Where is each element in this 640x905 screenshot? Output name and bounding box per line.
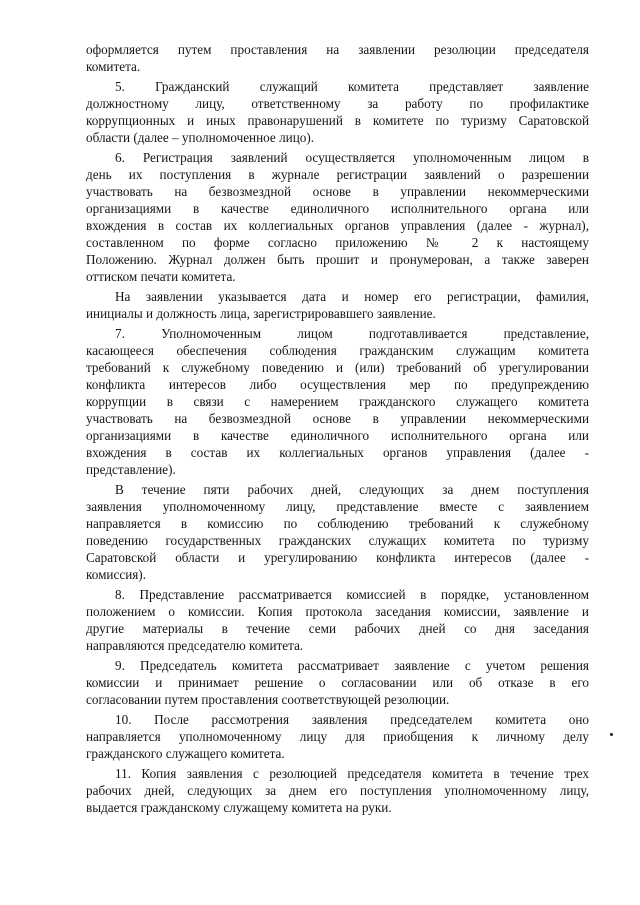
text-line: области (далее – уполномоченное лицо). — [86, 130, 315, 145]
text-line: оформляется путем проставления на заявлении резолюции председателя — [86, 42, 589, 57]
text-line: 6. Регистрация заявлений осуществляется уполномоченным лицом в — [115, 150, 589, 165]
text-line: коррупционных и иных правонарушений в комитете по туризму Саратовской — [86, 113, 589, 128]
scan-speck — [610, 733, 613, 736]
text-line: другие материалы в течение семи рабочих дней со дня заседания — [86, 621, 589, 636]
text-line: комиссии и принимает решение о согласовании или об отказе в его — [86, 675, 589, 690]
text-line: комитета. — [86, 59, 141, 74]
text-line: организациями в качестве единоличного исполнительного органа или — [86, 428, 589, 443]
paragraph-item-10 — [86, 711, 589, 762]
text-line: гражданского служащего комитета. — [86, 746, 285, 761]
text-line: вхождения в состав их коллегиальных органов управления (далее - журнал), — [86, 218, 589, 233]
text-line: 11. Копия заявления с резолюцией председателя комитета в течение трех — [115, 766, 589, 781]
paragraph-continuation — [86, 41, 589, 75]
text-line: В течение пяти рабочих дней, следующих за днем поступления — [115, 482, 589, 497]
document-body — [86, 41, 589, 816]
text-line: рабочих дней, следующих за днем его поступления уполномоченному лицу, — [86, 783, 589, 798]
paragraph-item-6-registration — [86, 288, 589, 322]
text-line: требований к служебному поведению и (или) требований об урегулировании — [86, 360, 589, 375]
text-line: поведению государственных гражданских служащих комитета по туризму — [86, 533, 589, 548]
text-line: 7. Уполномоченным лицом подготавливается представление, — [115, 326, 589, 341]
text-line: выдается гражданскому служащему комитета на руки. — [86, 800, 392, 815]
text-line: должностному лицу, ответственному за работу по профилактике — [86, 96, 589, 111]
text-line: 5. Гражданский служащий комитета представляет заявление — [115, 79, 589, 94]
paragraph-item-8 — [86, 586, 589, 654]
text-line: день их поступления в журнале регистрации заявлений о разрешении — [86, 167, 589, 182]
text-line: оттиском печати комитета. — [86, 269, 236, 284]
text-line: представление). — [86, 462, 176, 477]
text-line: Саратовской области и урегулированию конфликта интересов (далее - — [86, 550, 589, 565]
text-line: положением о комиссии. Копия протокола заседания комиссии, заявление и — [86, 604, 589, 619]
text-line: организациями в качестве единоличного исполнительного органа или — [86, 201, 589, 216]
text-line: На заявлении указывается дата и номер его регистрации, фамилия, — [115, 289, 589, 304]
text-line: вхождения в состав их коллегиальных органов управления (далее - — [86, 445, 589, 460]
paragraph-item-7-deadline — [86, 481, 589, 583]
text-line: 8. Представление рассматривается комиссией в порядке, установленном — [115, 587, 589, 602]
text-line: согласовании путем проставления соответствующей резолюции. — [86, 692, 450, 707]
text-line: конфликта интересов либо осуществления мер по предупреждению — [86, 377, 589, 392]
paragraph-item-6 — [86, 149, 589, 285]
paragraph-item-7 — [86, 325, 589, 478]
paragraph-item-11 — [86, 765, 589, 816]
paragraph-item-9 — [86, 657, 589, 708]
text-line: Положению. Журнал должен быть прошит и пронумерован, а также заверен — [86, 252, 589, 267]
text-line: заявления уполномоченному лицу, представление вместе с заявлением — [86, 499, 589, 514]
text-line: направляется в комиссию по соблюдению требований к служебному — [86, 516, 589, 531]
text-line: участвовать на безвозмездной основе в управлении некоммерческими — [86, 184, 589, 199]
text-line: касающееся обеспечения соблюдения гражданским служащим комитета — [86, 343, 589, 358]
text-line: 10. После рассмотрения заявления председателем комитета оно — [115, 712, 589, 727]
paragraph-item-5 — [86, 78, 589, 146]
text-line: коррупции в связи с намерением гражданского служащего комитета — [86, 394, 589, 409]
text-line: направляется уполномоченному лицу для приобщения к личному делу — [86, 729, 589, 744]
text-line: участвовать на безвозмездной основе в управлении некоммерческими — [86, 411, 589, 426]
text-line: 9. Председатель комитета рассматривает заявление с учетом решения — [115, 658, 589, 673]
text-line: инициалы и должность лица, зарегистрировавшего заявление. — [86, 306, 436, 321]
text-line: комиссия). — [86, 567, 146, 582]
text-line: направляются председателю комитета. — [86, 638, 304, 653]
text-line: составленном по форме согласно приложению № 2 к настоящему — [86, 235, 589, 250]
